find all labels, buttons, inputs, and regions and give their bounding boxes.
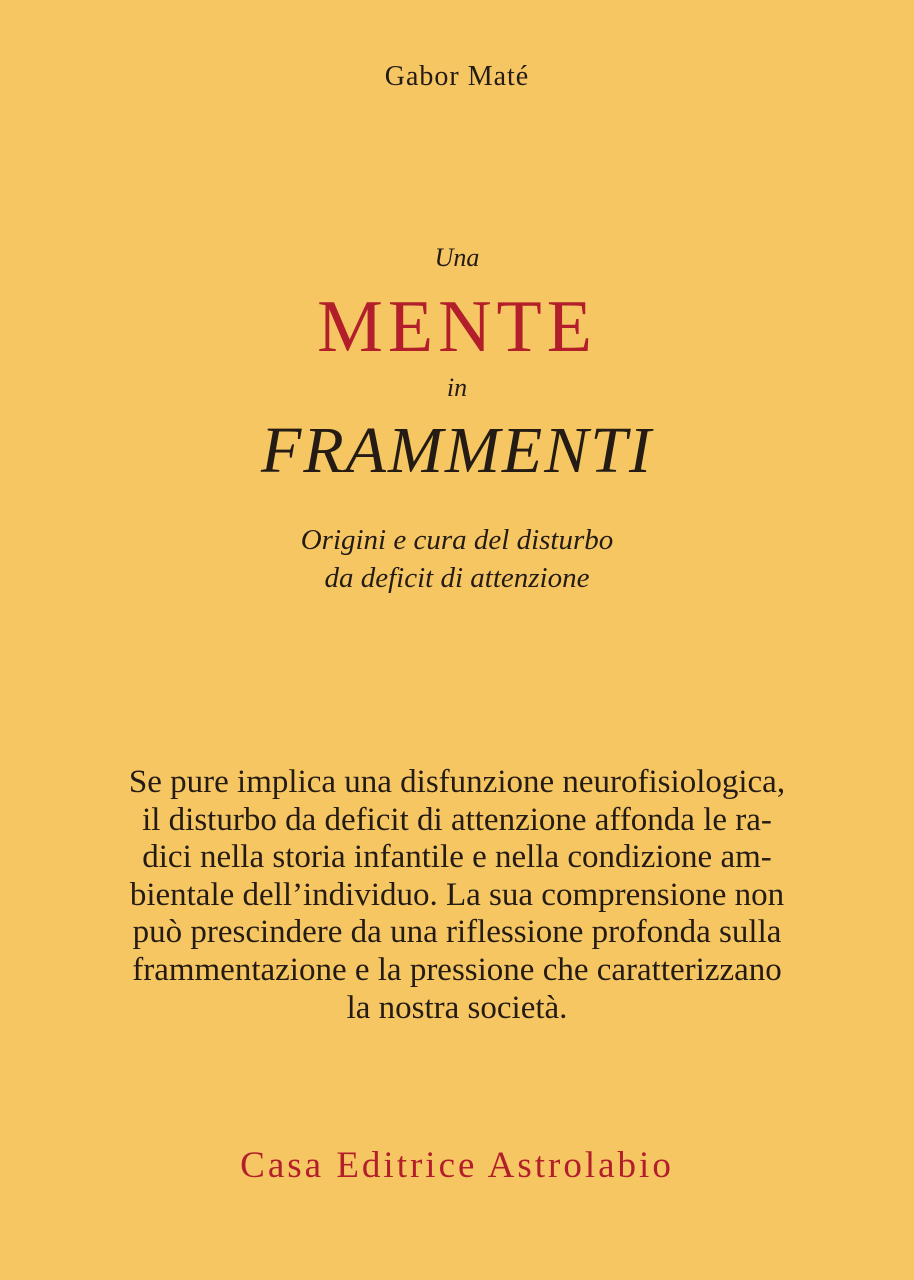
cover-blurb [0,764,914,1027]
blurb-line: dici nella storia infantile e nella condizione am- [142,839,772,876]
blurb-line: può prescindere da una riflessione profonda sulla [132,914,782,951]
subtitle [0,521,914,597]
title-prefix: Una [434,243,480,272]
blurb-line: la nostra società. [346,989,568,1026]
subtitle-line: da deficit di attenzione [324,562,590,594]
title-connector: in [446,373,468,402]
publisher-name: Casa Editrice Astrolabio [240,1145,674,1186]
blurb-line: bientale dell’individuo. La sua comprensione non [129,876,785,913]
blurb-line: Se pure implica una disfunzione neurofisiologica, [128,764,786,800]
title-second: FRAMMENTI [261,414,653,487]
author-name: Gabor Maté [384,61,530,92]
title-main: MENTE [317,286,597,368]
subtitle-line: Origini e cura del disturbo [300,524,614,556]
blurb-line: frammentazione e la pressione che caratterizzano [132,951,782,988]
blurb-line: il disturbo da deficit di attenzione affonda le ra- [142,801,772,838]
